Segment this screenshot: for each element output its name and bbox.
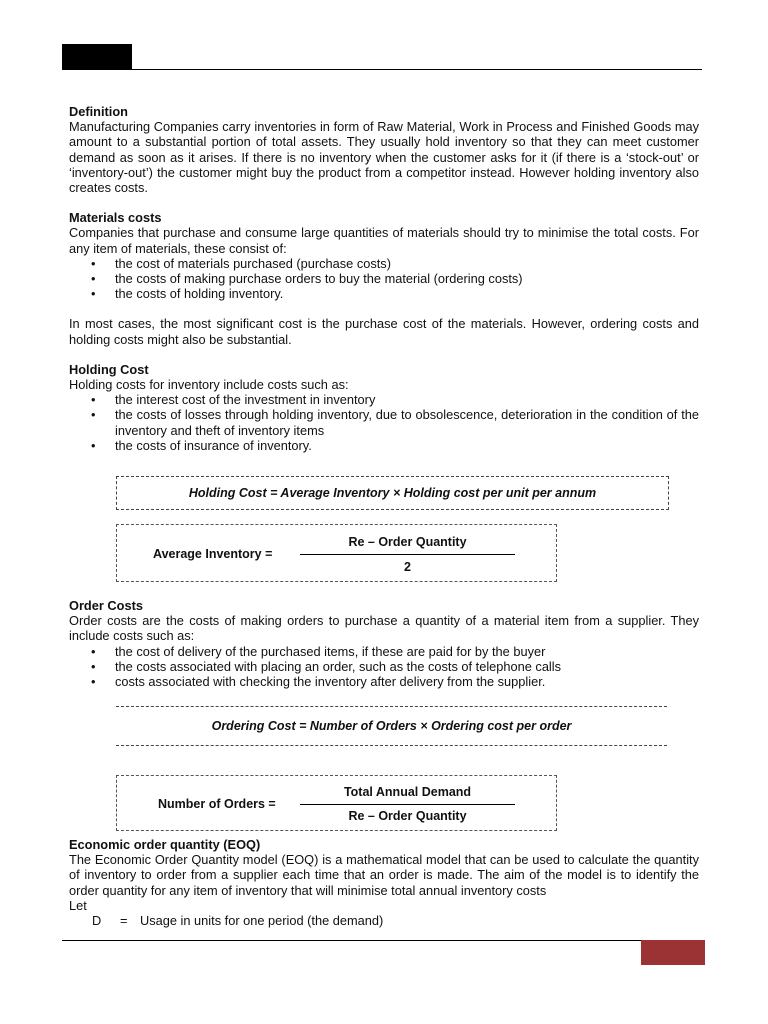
list-item: • the costs of losses through holding inventory, due to obsolescence, deterioration in the condition of the inventory and theft of inventory items [115, 407, 699, 437]
def-symbol: D [92, 913, 102, 929]
fraction-bar [300, 804, 515, 805]
eoq-text: The Economic Order Quantity model (EOQ) is a mathematical model that can be used to calculate the quantity of inventory to order from a supplier each time that an order is made. The aim of the model is to identify the order quantity for any item of inventory that will minimise total annual inventory costs [69, 852, 699, 898]
eoq-heading: Economic order quantity (EOQ) [69, 837, 261, 852]
header-black-block [62, 44, 132, 70]
def-equals: = [120, 913, 128, 929]
order-list [69, 644, 699, 690]
number-of-orders-numerator: Total Annual Demand [343, 785, 472, 799]
average-inventory-denominator: 2 [404, 560, 411, 574]
ordering-cost-formula-box [116, 706, 667, 746]
holding-cost-formula: Holding Cost = Average Inventory × Holding cost per unit per annum [188, 486, 597, 500]
list-item: • the costs of making purchase orders to buy the material (ordering costs) [115, 271, 699, 286]
holding-intro: Holding costs for inventory include costs such as: [69, 377, 349, 393]
def-text: Usage in units for one period (the demand) [140, 913, 384, 929]
order-intro: Order costs are the costs of making orders to purchase a quantity of a material item from a supplier. They include costs such as: [69, 613, 699, 644]
fraction-bar [300, 554, 515, 555]
order-heading: Order Costs [69, 598, 143, 613]
holding-heading: Holding Cost [69, 361, 149, 377]
holding-list [69, 392, 699, 453]
footer-rule [62, 940, 702, 941]
header-rule [62, 69, 702, 70]
list-item: • the cost of delivery of the purchased items, if these are paid for by the buyer [115, 644, 699, 659]
materials-list [69, 256, 699, 302]
list-item: • the costs of insurance of inventory. [115, 438, 699, 453]
number-of-orders-label: Number of Orders = [158, 797, 276, 811]
materials-conclusion: In most cases, the most significant cost is the purchase cost of the materials. However, ordering costs and holding costs might also be substantial. [69, 316, 699, 347]
document-body [69, 104, 699, 453]
list-item: • the cost of materials purchased (purchase costs) [115, 256, 699, 271]
list-item: • the costs of holding inventory. [115, 286, 699, 301]
average-inventory-numerator: Re – Order Quantity [348, 535, 467, 549]
order-section [69, 598, 699, 689]
holding-cost-formula-box [116, 476, 669, 510]
eoq-section [69, 837, 699, 928]
list-item: • the costs associated with placing an order, such as the costs of telephone calls [115, 659, 699, 674]
list-item: • costs associated with checking the inventory after delivery from the supplier. [115, 674, 699, 689]
list-item: • the interest cost of the investment in inventory [115, 392, 699, 407]
average-inventory-label: Average Inventory = [153, 547, 273, 561]
ordering-cost-formula: Ordering Cost = Number of Orders × Ordering cost per order [211, 719, 572, 733]
number-of-orders-denominator: Re – Order Quantity [348, 809, 467, 823]
materials-intro: Companies that purchase and consume large quantities of materials should try to minimise the total costs. For any item of materials, these consist of: [69, 225, 699, 256]
materials-heading: Materials costs [69, 210, 162, 226]
footer-page-block [641, 940, 705, 965]
definition-heading: Definition [69, 104, 128, 119]
definition-row [92, 913, 699, 928]
eoq-let: Let [69, 897, 87, 913]
definition-text: Manufacturing Companies carry inventories in form of Raw Material, Work in Process and Finished Goods may amount to a substantial portion of total assets. They usually hold inventory so that they can meet customer demand as soon as it arises. If there is no inventory when the customer asks for it (if there is a ‘stock-out’ or ‘inventory-out’) the customer might buy the product from a competitor instead. However holding inventory also creates costs. [69, 119, 699, 196]
